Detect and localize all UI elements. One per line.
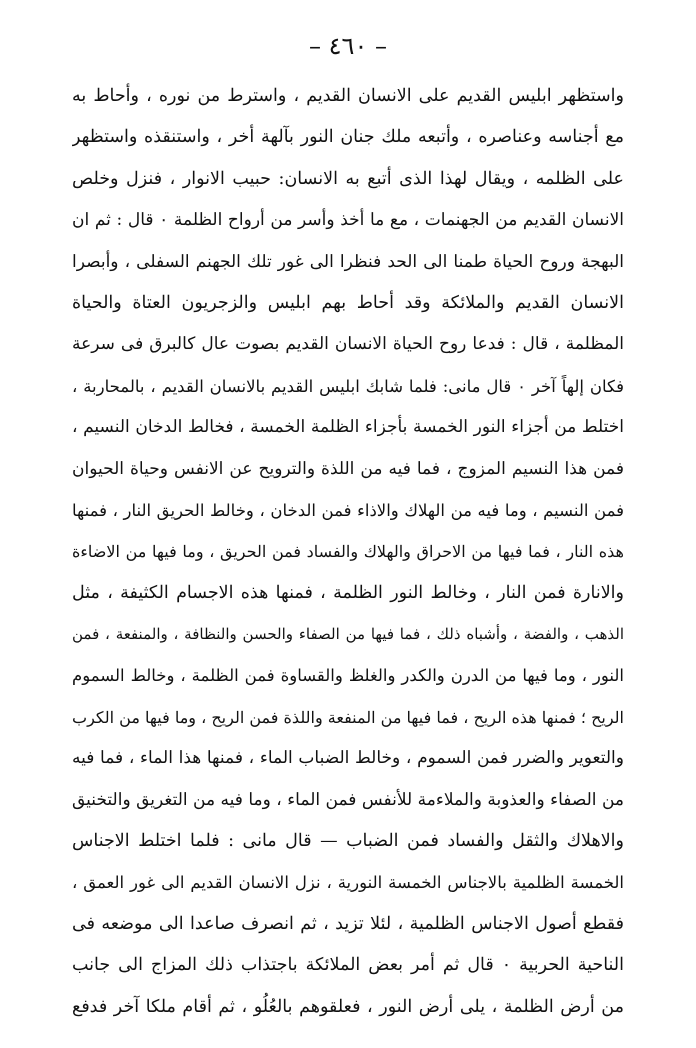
text-line: فكان إلهاً آخر ٠ قال مانى: فلما شابك ابليس القديم بالانسان القديم ، بالمحاربة ، (72, 376, 624, 396)
text-line: النور ، وما فيها من الدرن والكدر والغلظ والقساوة فمن الظلمة ، وخالط السموم (72, 666, 624, 686)
text-line: المظلمة ، قال : فدعا روح الحياة الانسان القديم بصوت عال كالبرق فى سرعة (72, 334, 624, 355)
text-line: والانارة فمن النار ، وخالط النور الظلمة ، فمنها هذه الاجسام الكثيفة ، مثل (72, 582, 624, 603)
page-number: – ٤٦٠ – (309, 32, 387, 60)
text-line: الذهب ، والفضة ، وأشباه ذلك ، فما فيها من الصفاء والحسن والنظافة ، والمنفعة ، فمن (72, 625, 624, 644)
text-line: اختلط من أجزاء النور الخمسة بأجزاء الظلمة الخمسة ، فخالط الدخان النسيم ، (72, 417, 624, 438)
text-line: من أرض الظلمة ، يلى أرض النور ، فعلقوهم بالعُلُو ، ثم أقام ملكا آخر فدفع (72, 996, 624, 1017)
text-line: الخمسة الظلمية بالاجناس الخمسة النورية ، نزل الانسان القديم الى غور العمق ، (72, 873, 624, 893)
text-line: على الظلمه ، ويقال لهذا الذى أتبع به الانسان: حبيب الانوار ، فنزل وخلص (72, 168, 624, 189)
text-line: مع أجناسه وعناصره ، وأتبعه ملك جنان النور بآلهة أخر ، واستنقذه واستظهر (72, 127, 624, 148)
text-line: والاهلاك والثقل والفساد فمن الضباب — قال مانى : فلما اختلط الاجناس (72, 831, 624, 852)
text-line: فقطع أصول الاجناس الظلمية ، لئلا تزيد ، ثم انصرف صاعدا الى موضعه فى (72, 913, 624, 934)
text-line: الريح ؛ فمنها هذه الريح ، فما فيها من المنفعة واللذة فمن الريح ، وما فيها من الكرب (72, 707, 624, 727)
text-line: هذه النار ، فما فيها من الاحراق والهلاك والفساد فمن الحريق ، وما فيها من الاضاءة (72, 542, 624, 562)
body-text (72, 76, 624, 1028)
text-line: الانسان القديم والملائكة وقد أحاط بهم ابليس والزجريون العتاة والحياة (72, 292, 624, 313)
text-line: فمن النسيم ، وما فيه من الهلاك والاذاء فمن الدخان ، وخالط الحريق النار ، فمنها (72, 500, 624, 520)
text-line: فمن هذا النسيم المزوج ، فما فيه من اللذة والترويح عن الانفس وحياة الحيوان (72, 458, 624, 479)
text-line: من الصفاء والعذوبة والملاءمة للأنفس فمن الماء ، وما فيه من التغريق والتخنيق (72, 789, 624, 810)
text-line: البهجة وروح الحياة طمنا الى الحد فنظرا الى غور تلك الجهنم السفلى ، وأبصرا (72, 251, 624, 272)
text-line: الانسان القديم من الجهنمات ، مع ما أخذ وأسر من أرواح الظلمة ٠ قال : ثم ان (72, 210, 624, 231)
text-line: الناحية الحربية ٠ قال ثم أمر بعض الملائكة باجتذاب ذلك المزاج الى جانب (72, 955, 624, 976)
text-line: واستظهر ابليس القديم على الانسان القديم ، واسترط من نوره ، وأحاط به (72, 86, 624, 106)
text-line: والتعوير والضرر فمن السموم ، وخالط الضباب الماء ، فمنها هذا الماء ، فما فيه (72, 748, 624, 769)
